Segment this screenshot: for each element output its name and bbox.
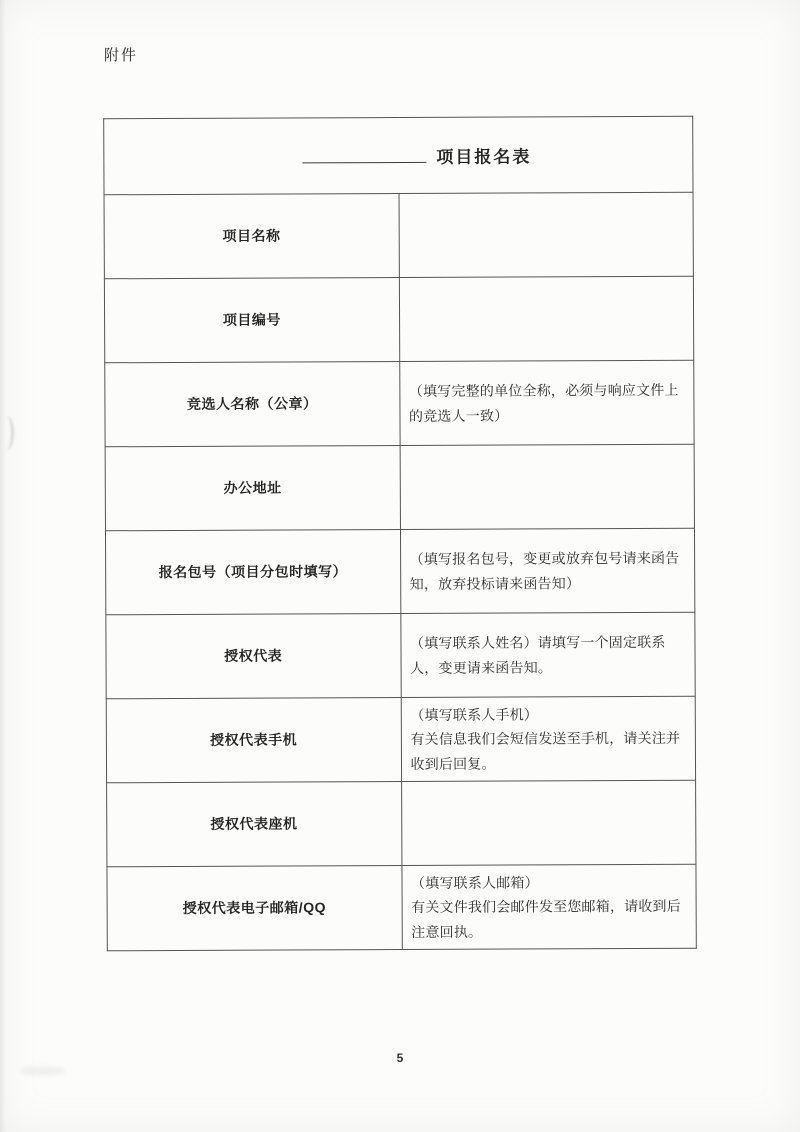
row-value-bidder-name: （填写完整的单位全称，必须与响应文件上的竞选人一致）: [399, 360, 694, 445]
row-value-package-number: （填写报名包号，变更或放弃包号请来函告知，放弃投标请来函告知）: [400, 528, 695, 613]
registration-form-table: [103, 116, 697, 952]
table-row: [107, 864, 696, 951]
scan-smudge-artifact: [20, 1066, 66, 1076]
row-value-project-number: [399, 276, 694, 361]
table-row: [107, 780, 696, 867]
row-label-rep-email: 授权代表电子邮箱/QQ: [107, 865, 402, 950]
table-row: [106, 612, 695, 699]
row-label-package-number: 报名包号（项目分包时填写）: [105, 530, 400, 615]
attachment-label: 附件: [104, 47, 139, 64]
row-label-office-address: 办公地址: [105, 446, 400, 531]
scan-edge-shading: [0, 0, 6, 1132]
row-label-project-number: 项目编号: [104, 278, 399, 363]
table-row: [105, 444, 694, 531]
row-value-authorized-rep: （填写联系人姓名）请填写一个固定联系人，变更请来函告知。: [400, 612, 695, 697]
row-value-rep-landline: [401, 780, 696, 865]
table-row: [105, 360, 694, 447]
form-title-cell: [104, 116, 693, 195]
table-row: [106, 696, 695, 783]
title-blank-line: [302, 144, 426, 163]
form-title-row: [104, 116, 693, 195]
row-value-rep-email: （填写联系人邮箱） 有关文件我们会邮件发至您邮箱，请收到后注意回执。: [401, 864, 696, 949]
row-label-authorized-rep: 授权代表: [106, 613, 401, 698]
page-number: 5: [396, 1051, 404, 1065]
row-value-office-address: [400, 444, 695, 529]
scan-smudge-artifact: [2, 416, 14, 450]
row-label-rep-landline: 授权代表座机: [107, 781, 402, 866]
row-label-rep-mobile: 授权代表手机: [106, 697, 401, 782]
row-value-project-name: [399, 192, 694, 277]
row-label-bidder-name: 竞选人名称（公章）: [105, 362, 400, 447]
form-title: 项目报名表: [436, 147, 532, 167]
table-row: [104, 192, 693, 279]
table-row: [104, 276, 693, 363]
row-label-project-name: 项目名称: [104, 194, 399, 279]
table-row: [105, 528, 694, 615]
row-value-rep-mobile: （填写联系人手机） 有关信息我们会短信发送至手机，请关注并收到后回复。: [401, 696, 696, 781]
